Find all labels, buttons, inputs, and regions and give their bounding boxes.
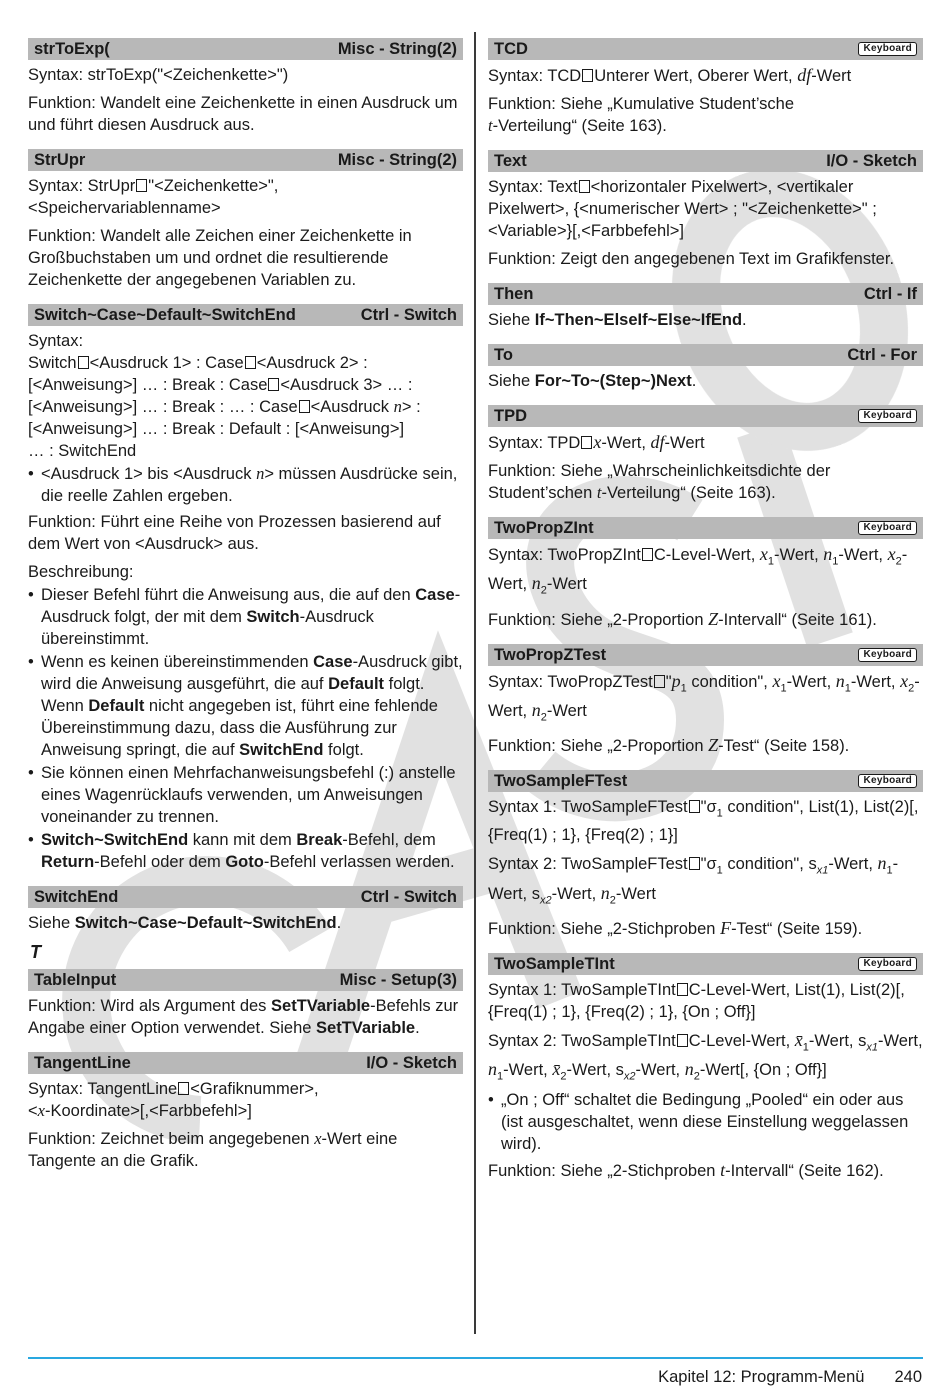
syntax-text: Syntax: Text <horizontaler Pixelwert>, <vertikaler Pixelwert>, {<numerischer Wert> ; "<Zeichenkette>" ; <Variable>}[,<Farbbefehl>] bbox=[488, 178, 877, 240]
keyboard-badge: Keyboard bbox=[858, 409, 917, 423]
function-text: Funktion: Wird als Argument des SetTVariable-Befehls zur Angabe einer Option verwendet. Siehe SetTVariable. bbox=[28, 997, 459, 1037]
function-text: Funktion: Wandelt eine Zeichenkette in einen Ausdruck um und führt diesen Ausdruck aus. bbox=[28, 94, 458, 134]
page-number: 240 bbox=[894, 1368, 922, 1386]
entry-twopropzint bbox=[488, 517, 923, 631]
command-name: Then bbox=[494, 285, 534, 303]
command-name: TPD bbox=[494, 407, 527, 425]
command-category: Misc - Setup(3) bbox=[339, 971, 457, 989]
command-category: Ctrl - Switch bbox=[360, 306, 457, 324]
entry-switchend bbox=[28, 886, 463, 934]
page-footer bbox=[658, 1368, 922, 1387]
entry-header bbox=[28, 149, 463, 171]
entry-tangentline bbox=[28, 1052, 463, 1172]
syntax-text: Syntax: TangentLine <Grafiknummer>, <x-Koordinate>[,<Farbbefehl>] bbox=[28, 1080, 319, 1120]
command-category: Ctrl - Switch bbox=[360, 888, 457, 906]
command-category: I/O - Sketch bbox=[366, 1054, 457, 1072]
column-divider bbox=[474, 32, 476, 1334]
syntax-text: Syntax: strToExp("<Zeichenkette>") bbox=[28, 66, 289, 84]
function-text: Funktion: Siehe „Kumulative Student’sche t-Verteilung“ (Seite 163). bbox=[488, 95, 795, 135]
command-name: TwoSampleTInt bbox=[494, 955, 615, 974]
syntax-1-text: Syntax 1: TwoSampleFTest "$\sigma_1$ condition", List(1), List(2)[, {Freq(1) ; 1}, {Freq(2) ; 1}] bbox=[488, 798, 919, 845]
function-text: Funktion: Siehe „2-Stichproben t-Intervall“ (Seite 162). bbox=[488, 1159, 884, 1180]
function-text: Funktion: Zeigt den angegebenen Text im Grafikfenster. bbox=[488, 250, 895, 268]
entry-header bbox=[28, 969, 463, 991]
entry-header bbox=[28, 886, 463, 908]
section-letter: T bbox=[30, 942, 41, 962]
space-symbol-icon bbox=[654, 675, 665, 688]
entry-twosampleftest bbox=[488, 770, 923, 940]
entry-header bbox=[488, 517, 923, 539]
space-symbol-icon bbox=[136, 179, 147, 192]
footer-rule bbox=[28, 1357, 923, 1359]
keyboard-badge: Keyboard bbox=[858, 521, 917, 535]
entry-to bbox=[488, 344, 923, 392]
function-text: Funktion: Siehe „2-Proportion Z-Test“ (Seite 158). bbox=[488, 735, 850, 756]
entry-header bbox=[488, 283, 923, 305]
command-name: Text bbox=[494, 152, 527, 170]
command-name: TwoPropZInt bbox=[494, 519, 594, 537]
function-text: Funktion: Wandelt alle Zeichen einer Zeichenkette in Großbuchstaben um und ordnet die resultierende Zeichenkette der angegebenen Variablen zu. bbox=[28, 227, 412, 289]
space-symbol-icon bbox=[689, 800, 700, 813]
description-bullet: • Switch~SwitchEnd kann mit dem Break-Befehl, dem Return-Befehl oder dem Goto-Befehl verlassen werden. bbox=[28, 829, 463, 873]
command-name: StrUpr bbox=[34, 151, 86, 169]
keyboard-badge: Keyboard bbox=[858, 774, 917, 788]
syntax-text: Syntax: TwoPropZInt C-Level-Wert, $x_1$-Wert, $n_1$-Wert, $x_2$-Wert, $n_2$-Wert bbox=[488, 544, 908, 597]
keyboard-badge: Keyboard bbox=[858, 648, 917, 662]
syntax-2-text: Syntax 2: TwoSampleFTest "$\sigma_1$ condition", $s_{x1}$-Wert, $n_1$-Wert, $s_{x2}$-Wert, $n_2$-Wert bbox=[488, 853, 899, 907]
entry-text bbox=[488, 150, 923, 270]
see-also-text: Siehe If~Then~ElseIf~Else~IfEnd. bbox=[488, 311, 747, 329]
space-symbol-icon bbox=[78, 356, 89, 369]
command-name: TCD bbox=[494, 40, 528, 58]
syntax-text: Syntax: StrUpr "<Zeichenkette>", <Speichervariablenname> bbox=[28, 177, 279, 217]
function-text: Funktion: Siehe „2-Stichproben F-Test“ (Seite 159). bbox=[488, 918, 863, 939]
see-also-text: Siehe For~To~(Step~)Next. bbox=[488, 372, 697, 390]
entry-tableinput bbox=[28, 969, 463, 1039]
entry-header bbox=[488, 644, 923, 666]
function-text: Funktion: Zeichnet beim angegebenen x-Wert eine Tangente an die Grafik. bbox=[28, 1129, 398, 1170]
entry-strtoexp bbox=[28, 38, 463, 136]
command-name: SwitchEnd bbox=[34, 888, 119, 906]
syntax-text: Syntax: TPD x-Wert, df-Wert bbox=[488, 432, 705, 452]
function-text: Funktion: Siehe „2-Proportion Z-Intervall“ (Seite 161). bbox=[488, 608, 877, 629]
command-category: I/O - Sketch bbox=[826, 152, 917, 170]
syntax-block: Syntax: Switch <Ausdruck 1> : Case <Ausdruck 2> : [<Anweisung>] … : Break : Case <Ausdruck 3> … : [<Anweisung>] … : Break : … : Case <Ausdruck n> : [<Anweisung>] … : Break : Default : [<Anweisung>] … : SwitchEnd bbox=[28, 332, 421, 460]
description-bullet: • Sie können einen Mehrfachanweisungsbefehl (:) anstelle eines Wagenrücklaufs verwenden, um Anweisungen voneinander zu trennen. bbox=[28, 762, 463, 828]
keyboard-badge: Keyboard bbox=[858, 42, 917, 56]
command-category: Misc - String(2) bbox=[337, 40, 457, 58]
entry-header bbox=[488, 150, 923, 172]
syntax-2-text: Syntax 2: TwoSampleTInt C-Level-Wert, $x̄_1$-Wert, $s_{x1}$-Wert, $n_1$-Wert, $x̄_2$-Wert, $s_{x2}$-Wert, $n_2-Wert$[, {On ; Off}] bbox=[488, 1030, 923, 1083]
command-category: Ctrl - For bbox=[847, 346, 917, 364]
space-symbol-icon bbox=[642, 548, 653, 561]
left-column bbox=[28, 38, 463, 1185]
space-symbol-icon bbox=[268, 378, 279, 391]
space-symbol-icon bbox=[677, 983, 688, 996]
entry-tcd bbox=[488, 38, 923, 137]
syntax-1-text: Syntax 1: TwoSampleTInt C-Level-Wert, List(1), List(2)[, {Freq(1) ; 1}, {Freq(2) ; 1}, {On ; Off}] bbox=[488, 981, 905, 1022]
space-symbol-icon bbox=[245, 356, 256, 369]
space-symbol-icon bbox=[689, 857, 700, 870]
entry-twopropztest bbox=[488, 644, 923, 758]
space-symbol-icon bbox=[581, 436, 592, 449]
space-symbol-icon bbox=[677, 1034, 688, 1047]
entry-header bbox=[488, 405, 923, 427]
entry-header bbox=[488, 344, 923, 366]
command-name: Switch~Case~Default~SwitchEnd bbox=[34, 306, 296, 324]
space-symbol-icon bbox=[299, 400, 310, 413]
entry-header bbox=[28, 38, 463, 60]
note-bullet: • „On ; Off“ schaltet die Bedingung „Pooled“ ein oder aus (ist ausgeschaltet, wenn diese Einstellung weggelassen wird). bbox=[488, 1089, 923, 1155]
command-name: strToExp( bbox=[34, 40, 110, 58]
keyboard-badge: Keyboard bbox=[858, 957, 917, 971]
entry-header bbox=[28, 1052, 463, 1074]
entry-then bbox=[488, 283, 923, 331]
entry-tpd bbox=[488, 405, 923, 504]
space-symbol-icon bbox=[579, 180, 590, 193]
description-label: Beschreibung: bbox=[28, 563, 134, 581]
command-name: TwoSampleFTest bbox=[494, 772, 628, 791]
space-symbol-icon bbox=[582, 69, 593, 82]
function-text: Funktion: Führt eine Reihe von Prozessen basierend auf dem Wert von <Ausdruck> aus. bbox=[28, 513, 441, 553]
command-name: TwoPropZTest bbox=[494, 645, 607, 664]
syntax-text: Syntax: TwoPropZTest "$p_1$ condition", $x_1$-Wert, $n_1$-Wert, $x_2$-Wert, $n_2$-Wert bbox=[488, 670, 920, 724]
command-category: Ctrl - If bbox=[863, 285, 917, 303]
chapter-title: Kapitel 12: Programm-Menü bbox=[658, 1368, 865, 1386]
description-bullet: • Dieser Befehl führt die Anweisung aus, die auf den Case-Ausdruck folgt, der mit dem Switch-Ausdruck übereinstimmt. bbox=[28, 584, 463, 650]
description-bullet: • Wenn es keinen übereinstimmenden Case-Ausdruck gibt, wird die Anweisung ausgeführt, die auf Default folgt. Wenn Default nicht angegeben ist, führt eine fehlende Übereinstimmung dazu, dass die Ausführung zur Anweisung springt, die auf SwitchEnd folgt. bbox=[28, 651, 463, 761]
entry-twosampletint bbox=[488, 953, 923, 1182]
entry-header bbox=[28, 304, 463, 326]
command-name: TangentLine bbox=[34, 1054, 131, 1072]
command-name: TableInput bbox=[34, 971, 117, 989]
right-column bbox=[488, 38, 923, 1195]
command-category: Misc - String(2) bbox=[337, 151, 457, 169]
entry-header bbox=[488, 953, 923, 975]
entry-header bbox=[488, 38, 923, 60]
entry-switch bbox=[28, 304, 463, 873]
entry-strupr bbox=[28, 149, 463, 291]
space-symbol-icon bbox=[178, 1082, 189, 1095]
function-text: Funktion: Siehe „Wahrscheinlichkeitsdichte der Student’schen t-Verteilung“ (Seite 163). bbox=[488, 462, 831, 502]
entry-header bbox=[488, 770, 923, 792]
syntax-text: Syntax: TCD Unterer Wert, Oberer Wert, df-Wert bbox=[488, 65, 852, 85]
command-name: To bbox=[494, 346, 513, 364]
note-bullet: • <Ausdruck 1> bis <Ausdruck n> müssen Ausdrücke sein, die reelle Zahlen ergeben. bbox=[28, 463, 463, 507]
see-also-text: Siehe Switch~Case~Default~SwitchEnd. bbox=[28, 914, 342, 932]
